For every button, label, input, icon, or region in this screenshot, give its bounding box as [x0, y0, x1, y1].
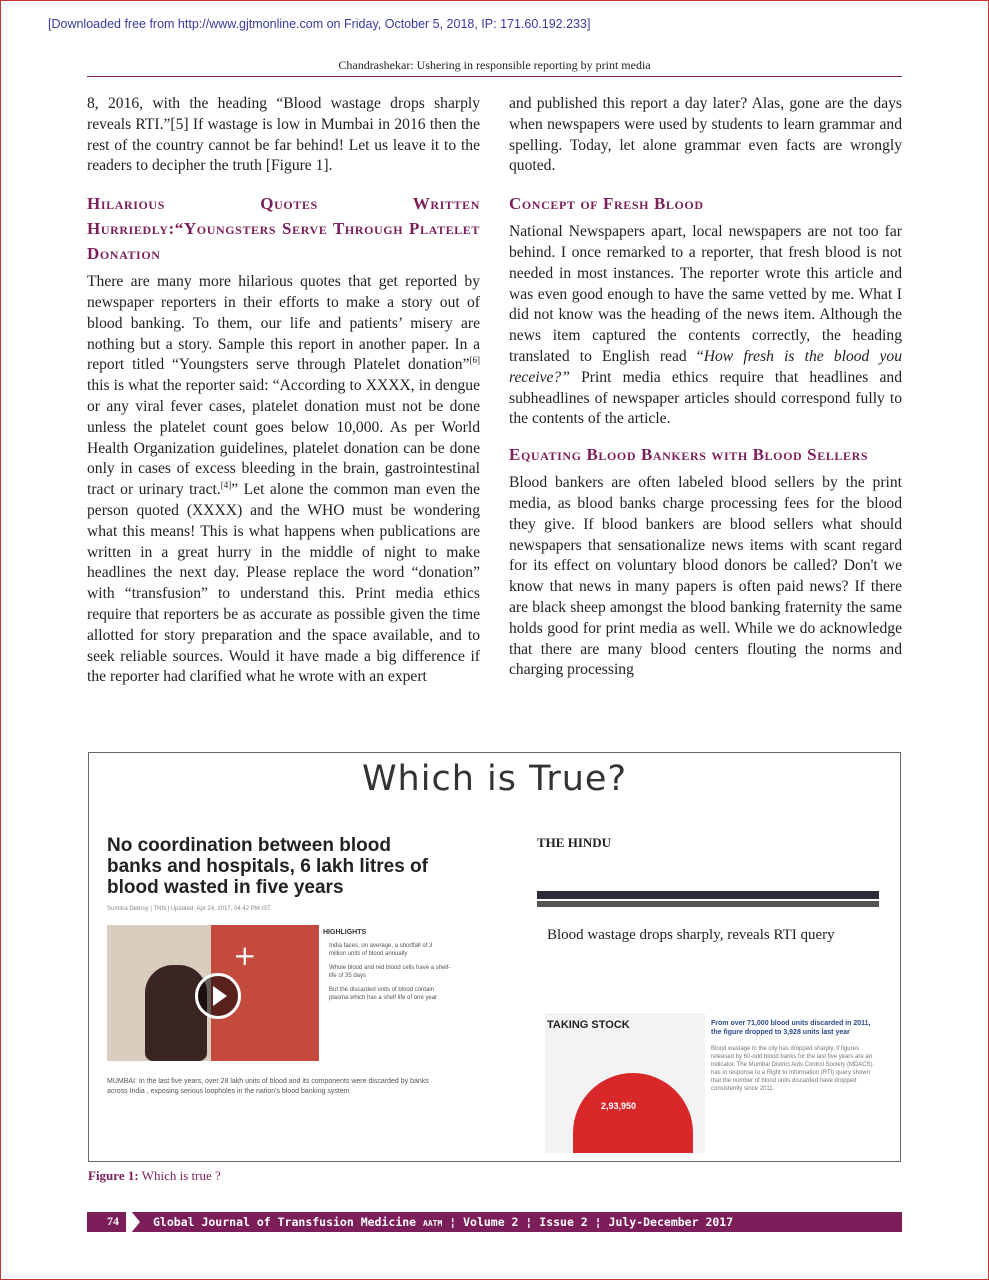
section-heading: Equating Blood Bankers with Blood Sellers — [509, 445, 869, 465]
plus-icon: + — [233, 939, 257, 972]
newspaper-subnav-bar — [537, 901, 879, 907]
blood-drop-graphic — [573, 1073, 693, 1153]
paragraph: National Newspapers apart, local newspapers are not too far behind. I once remarked to a reporter, that fresh blood is not needed in most instances. The reporter wrote this article and was even good enough to have the same vetted by me. What I did not know was the heading of the news item. Although the news item captured the contents correctly, the heading translated to English read “How fresh is the blood you receive?” Print media ethics require that headlines and subheadlines of newspaper articles should correspond fully to the contents of the article. — [509, 223, 903, 428]
header-divider — [87, 76, 902, 77]
taking-stock-infographic — [545, 1013, 705, 1153]
citation-ref[interactable]: [6] — [469, 355, 480, 366]
page-number: 74 — [107, 1214, 119, 1228]
clip-headline: Blood wastage drops sharply, reveals RTI query — [547, 927, 835, 943]
paragraph: There are many more hilarious quotes that get reported by newspaper reporters in their efforts to make a story out of blood banking. To them, our life and patients’ misery are nothing but a story. Sample this report in another paper. In a report titled “Youngsters serve through Platelet donation”[6] this is what the reporter said: “According to XXXX, in dengue or any viral fever cases, platelet donation must not be done unless the platelet count goes below 10,000. As per World Health Organization guidelines, platelet donation can be done only in cases of excess bleeding in the brain, gastrointestinal tract or urinary tract.[4]” Let alone the common man even the person quoted (XXXX) and the WHO must be wondering what this means! This is what happens when publications are written in a great hurry in the middle of night to make headlines the next day. Please replace the word “donation” with “transfusion” to understand this. Print media ethics require that reporters be as accurate as possible given the time allotted for story preparation and the space available, and to seek reliable sources. Would it have made a big difference if the reporter had clarified what he wrote with an expert — [87, 273, 480, 686]
journal-footer: Global Journal of Transfusion Medicine AATM ¦ Volume 2 ¦ Issue 2 ¦ July-December 2017 — [153, 1215, 734, 1229]
newspaper-masthead: THE HINDU — [537, 835, 612, 850]
figure-1 — [88, 752, 901, 1162]
highlight-item: Whole blood and red blood cells have a shelf-life of 35 days — [329, 965, 451, 979]
figure-title: Which is True? — [361, 759, 628, 799]
figure-caption: Figure 1: Which is true ? — [88, 1168, 221, 1183]
paragraph: 8, 2016, with the heading “Blood wastage drops sharply reveals RTI.”[5] If wastage is low in Mumbai in 2016 then the rest of the country cannot be far behind! Let us leave it to the readers to decipher the truth [Figure 1]. — [87, 95, 480, 175]
newspaper-clip-left — [97, 831, 457, 1151]
highlights-box — [323, 929, 451, 1008]
infographic-value: 2,93,950 — [601, 1101, 637, 1111]
highlight-item: But the discarded units of blood contain plasma which has a shelf life of one year — [329, 987, 438, 1001]
paragraph: Blood bankers are often labeled blood sellers by the print media, as blood banks charge processing fees for the blood they give. If blood bankers are blood sellers what should newspapers that sensationalize news items with scant regard for its effect on voluntary blood donors be called? Don't we know that news in many papers is often paid news? If there are black sheep amongst the blood banking fraternity the same holds good for print media as well. While we do acknowledge that there are many blood centers flouting the norms and charging processing — [509, 474, 902, 679]
left-column — [87, 94, 480, 688]
blood-bag-image — [145, 965, 207, 1061]
running-head: Chandrashekar: Ushering in responsible reporting by print media — [338, 58, 651, 72]
clip-byline: Sumitra Debroy | TNN | Updated: Apr 24, 2017, 04:42 PM IST — [107, 906, 271, 912]
play-icon — [195, 973, 241, 1019]
section-heading: Concept of Fresh Blood — [509, 194, 704, 214]
citation-ref[interactable]: [4] — [220, 479, 232, 490]
blood-bag-photo — [107, 925, 319, 1061]
infographic-title: TAKING STOCK — [547, 1019, 630, 1031]
clip-story-text: MUMBAI: In the last five years, over 28 lakh units of blood and its components were discarded by banks across India , exposing serious loopholes in the nation's blood banking system. — [107, 1078, 429, 1095]
right-column — [509, 94, 902, 681]
paragraph: and published this report a day later? Alas, gone are the days when newspapers were used by students to learn grammar and spelling. Today, let alone grammar even facts are wrongly quoted. — [509, 95, 902, 175]
page-arrow-shape — [126, 1205, 140, 1239]
highlights-title: HIGHLIGHTS — [323, 929, 367, 936]
newspaper-clip-right — [531, 835, 881, 1155]
newspaper-nav-bar — [537, 891, 879, 899]
clip-headline: No coordination between blood banks and hospitals, 6 lakh litres of blood wasted in five years — [107, 835, 428, 898]
section-heading: Hilarious Quotes Written Hurriedly:“Youngsters Serve Through Platelet Donation — [87, 194, 480, 264]
highlight-item: India faces, on average, a shortfall of 3 million units of blood annually — [329, 943, 433, 957]
clip-story-text: Blood wastage in the city has dropped sharply, if figures released by 60-odd blood banks for the last five years are an indicator. The Mumbai District Aids Control Society (MDACS) has in response to a Right to Information (RTI) query shown that the number of blood units discarded have dropped consistently since 2011. — [711, 1046, 873, 1092]
clip-subhead: From over 71,000 blood units discarded in 2011, the figure dropped to 3,928 units last year — [711, 1020, 871, 1036]
download-notice: [Downloaded free from http://www.gjtmonline.com on Friday, October 5, 2018, IP: 171.60.192.233] — [48, 17, 591, 31]
